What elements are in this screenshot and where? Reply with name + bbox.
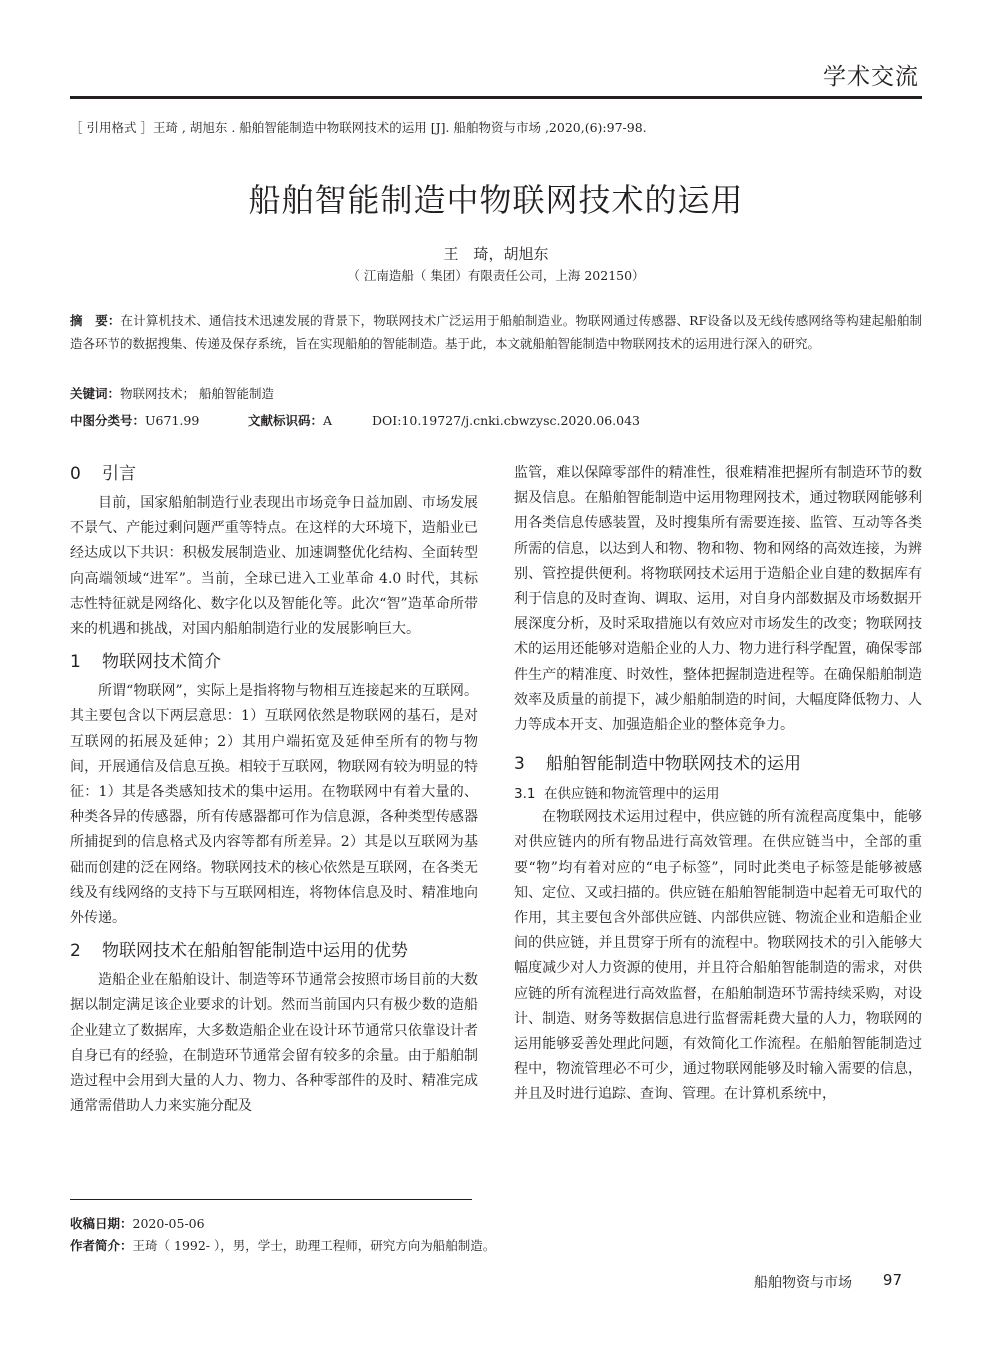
abstract [70,310,922,355]
section-heading-0: 0 引言 [70,464,136,484]
footnote [70,1213,495,1257]
left-column [70,462,478,1119]
keywords [70,384,274,402]
section-heading-1: 1 物联网技术简介 [70,652,221,673]
author-info: 作者简介：王琦（ 1992- ），男，学士，助理工程师，研究方向为船舶制造。 [70,1238,496,1253]
citation [70,118,930,136]
header-rule [70,96,922,99]
abstract-text: 在计算机技术、通信技术迅速发展的背景下，物联网技术广泛运用于船舶制造业。物联网通过传感器、RF设备以及无线传感网络等构建起船舶制造各环节的数据搜集、传递及保存系统，旨在实现船舶的智能制造。基于此，本文就船舶智能制造中物联网技术的运用进行深入的研究。 [70,313,922,351]
abstract-label: 摘 要： [70,313,121,328]
paragraph-advantages: 造船企业在船舶设计、制造等环节通常会按照市场目前的大数据以制定满足该企业要求的计划。然而当前国内只有极少数的造船企业建立了数据库，大多数造船企业在设计环节通常只依靠设计者自身已有的经验，在制造环节通常会留有较多的余量。由于船舶制造过程中会用到大量的人力、物力、各种零部件的及时、精准完成通常需借助人力来实施分配及 [70,972,478,1115]
footnote-rule [70,1199,472,1200]
column-label: 学术交流 [823,64,919,90]
paragraph-supply-chain: 在物联网技术运用过程中，供应链的所有流程高度集中，能够对供应链内的所有物品进行高效管理。在供应链当中，全部的重要“物”均有着对应的“电子标签”，同时此类电子标签是能够被感知、定位、又或扫描的。供应链在船舶智能制造中起着无可取代的作用，其主要包含外部供应链、内部供应链、物流企业和造船企业间的供应链，并且贯穿于所有的流程中。物联网技术的引入能够大幅度减少对人力资源的使用，并且符合船舶智能制造的需求，对供应链的所有流程进行高效监督，在船舶制造环节需持续采购，对设计、制造、财务等数据信息进行监督需耗费大量的人力，物联网的运用能够妥善处理此问题，有效简化工作流程。在船舶智能制造过程中，物流管理必不可少，通过物联网能够及时输入需要的信息，并且及时进行追踪、查询、管理。在计算机系统中， [514,809,922,1103]
clc-label: 中图分类号： [70,413,146,428]
right-column [514,461,922,1108]
affiliation: （ 江南造船（ 集团）有限责任公司，上海 202150） [347,268,645,283]
paragraph-iot-intro: 所谓“物联网”，实际上是指将物与物相互连接起来的互联网。其主要包含以下两层意思：1）互联网依然是物联网的基石，是对互联网的拓展及延伸；2）其用户端拓宽及延伸至所有的物与物间，开展通信及信息互换。相较于互联网，物联网有较为明显的特征：1）其是各类感知技术的集中运用。在物联网中有着大量的、种类各异的传感器，所有传感器都可作为信息源，各种类型传感器所捕捉到的信息格式及内容等都有所差异。2）其是以互联网为基础而创建的泛在网络。物联网技术的核心依然是互联网，在各类无线及有线网络的支持下与互联网相连，将物体信息及时、精准地向外传递。 [70,683,478,927]
doi: DOI:10.19727/j.cnki.cbwzysc.2020.06.043 [372,413,640,428]
doc-label: 文献标识码： [248,413,324,428]
citation-label: ［ 引用格式 ］ [70,120,153,135]
section-heading-2: 2 物联网技术在船舶智能制造中运用的优势 [70,941,408,962]
section-heading-3: 3 船舶智能制造中物联网技术的运用 [514,754,801,775]
paragraph-intro: 目前，国家船舶制造行业表现出市场竞争日益加剧、市场发展不景气、产能过剩问题严重等特点。在这样的大环境下，造船业已经达成以下共识：积极发展制造业、加速调整优化结构、全面转型向高端领域“进军”。当前，全球已进入工业革命 4.0 时代，其标志性特征就是网络化、数字化以及智能化等。此次“智”造革命所带来的机遇和挑战，对国内船舶制造行业的发展影响巨大。 [70,495,478,638]
paragraph-advantages-cont: 监管，难以保障零部件的精准性，很难精准把握所有制造环节的数据及信息。在船舶智能制造中运用物理网技术，通过物联网能够利用各类信息传感装置，及时搜集所有需要连接、监管、互动等各类所需的信息，以达到人和物、物和物、物和网络的高效连接，为辨别、管控提供便利。将物联网技术运用于造船企业自建的数据库有利于信息的及时查询、调取、运用，对自身内部数据及市场数据开展深度分析，及时采取措施以有效应对市场发生的改变；物联网技术的运用还能够对造船企业的人力、物力进行科学配置，确保零部件生产的精准度、时效性，整体把握制造进程等。在确保船舶制造效率及质量的前提下，减少船舶制造的时间，大幅度降低物力、人力等成本开支、加强造船企业的整体竞争力。 [514,465,922,734]
keywords-text: 物联网技术； 船舶智能制造 [120,386,274,401]
footer-journal-name: 船舶物资与市场 [754,1275,852,1291]
keywords-label: 关键词： [70,386,121,401]
citation-text: 王琦 , 胡旭东 . 船舶智能制造中物联网技术的运用 [J]. 船舶物资与市场 ,2020,(6):97-98. [152,120,647,135]
paper-title: 船舶智能制造中物联网技术的运用 [248,181,744,219]
page-number: 97 [882,1271,902,1289]
classification-line [70,411,922,429]
subsection-heading-3-1: 3.1 在供应链和物流管理中的运用 [514,786,720,803]
received-date: 收稿日期：2020-05-06 [70,1216,205,1231]
clc-value: U671.99 [145,413,200,428]
authors: 王 琦，胡旭东 [443,245,549,263]
doc-value: A [323,413,333,428]
